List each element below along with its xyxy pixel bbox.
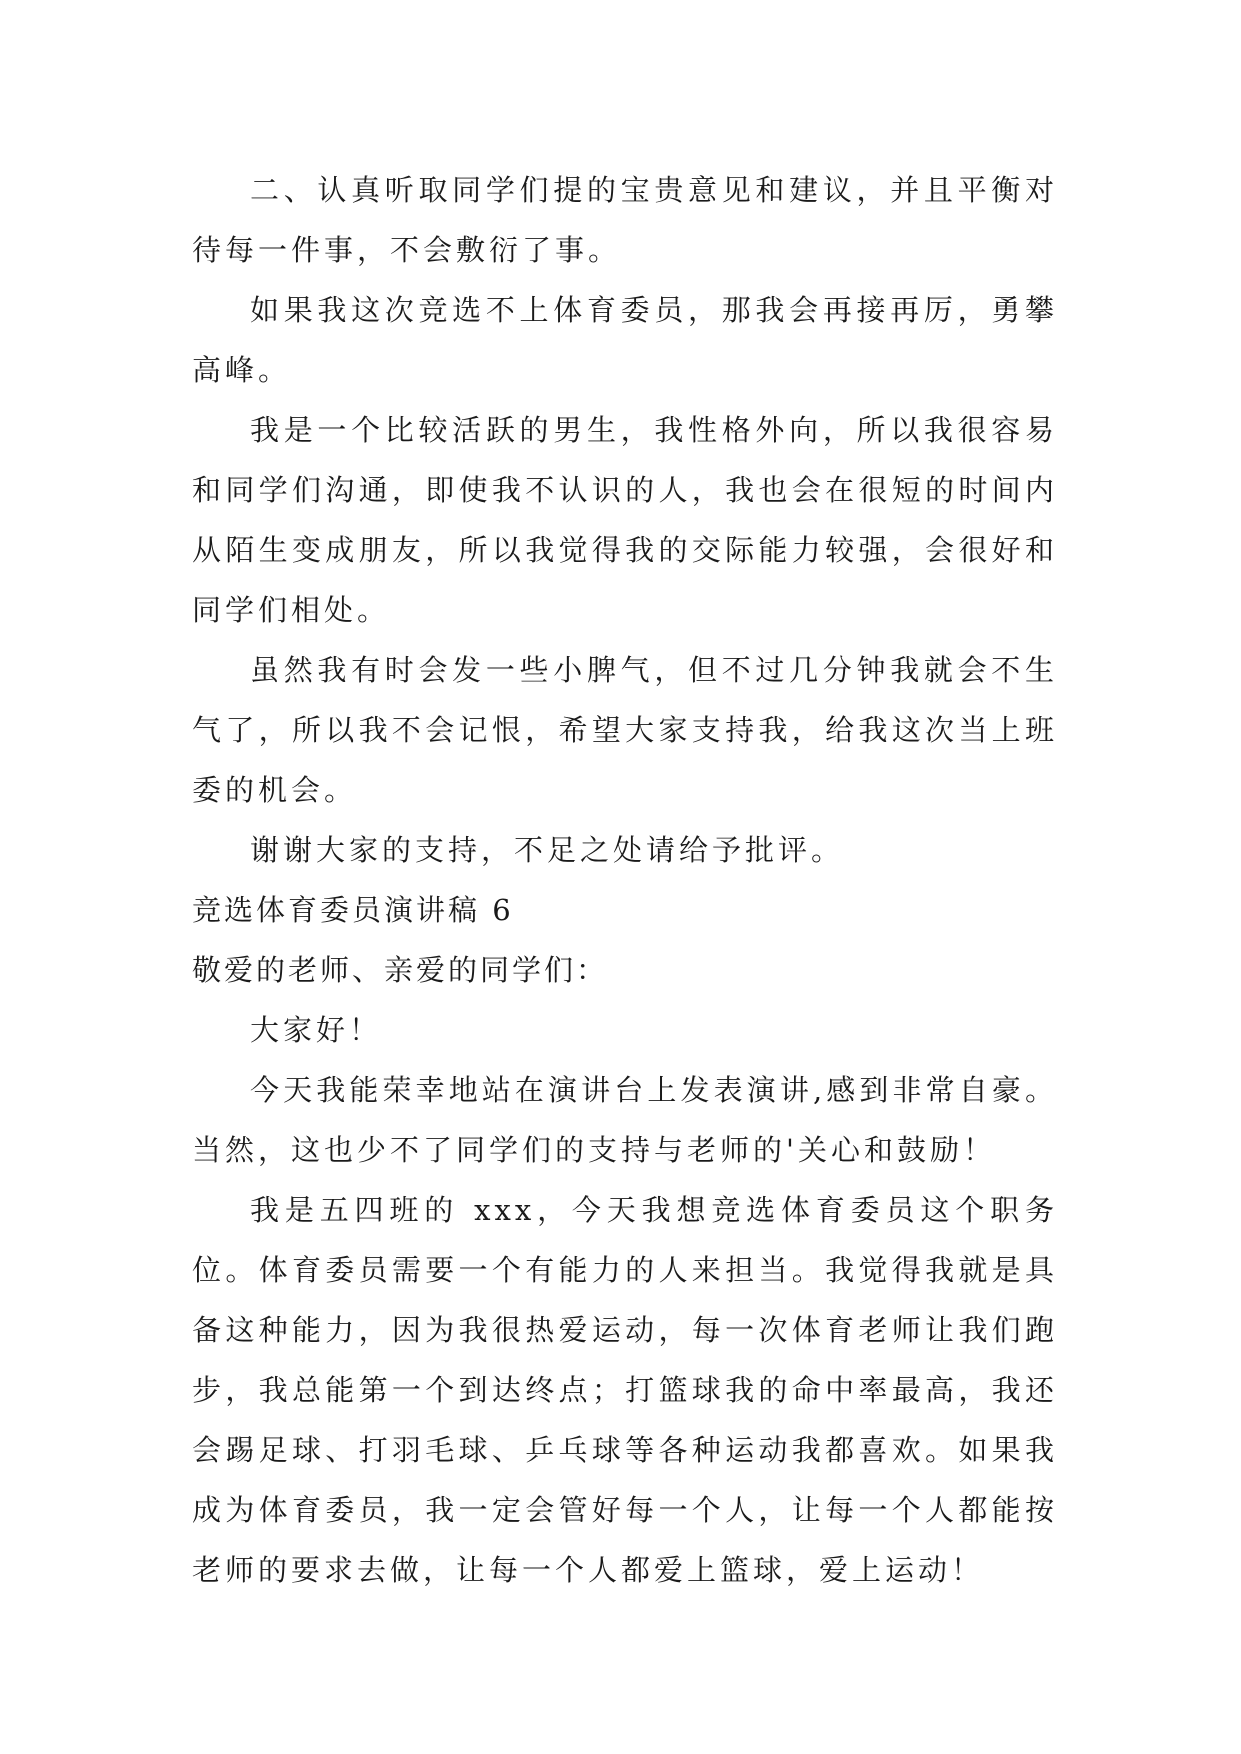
paragraph-greeting: 大家好！ xyxy=(250,1013,383,1047)
document-body xyxy=(192,160,1058,1600)
paragraph-honored: 今天我能荣幸地站在演讲台上发表演讲,感到非常自豪。当然，这也少不了同学们的支持与老师的'关心和鼓励！ xyxy=(192,1073,1058,1167)
paragraph-suggestions: 二、认真听取同学们提的宝贵意见和建议，并且平衡对待每一件事，不会敷衍了事。 xyxy=(192,173,1058,267)
paragraph-thanks: 谢谢大家的支持，不足之处请给予批评。 xyxy=(250,833,845,867)
paragraph-personality: 我是一个比较活跃的男生，我性格外向，所以我很容易和同学们沟通，即使我不认识的人，我也会在很短的时间内从陌生变成朋友，所以我觉得我的交际能力较强，会很好和同学们相处。 xyxy=(192,413,1058,627)
section-title: 竞选体育委员演讲稿 6 xyxy=(192,893,514,927)
paragraph-temper: 虽然我有时会发一些小脾气，但不过几分钟我就会不生气了，所以我不会记恨，希望大家支持我，给我这次当上班委的机会。 xyxy=(192,653,1058,807)
paragraph-if-not-elected: 如果我这次竞选不上体育委员，那我会再接再厉，勇攀高峰。 xyxy=(192,293,1058,387)
salutation: 敬爱的老师、亲爱的同学们： xyxy=(192,953,609,987)
paragraph-introduction: 我是五四班的 xxx，今天我想竞选体育委员这个职务位。体育委员需要一个有能力的人来担当。我觉得我就是具备这种能力，因为我很热爱运动，每一次体育老师让我们跑步，我总能第一个到达终点；打篮球我的命中率最高，我还会踢足球、打羽毛球、乒乓球等各种运动我都喜欢。如果我成为体育委员，我一定会管好每一个人，让每一个人都能按老师的要求去做，让每一个人都爱上篮球，爱上运动！ xyxy=(192,1193,1058,1587)
